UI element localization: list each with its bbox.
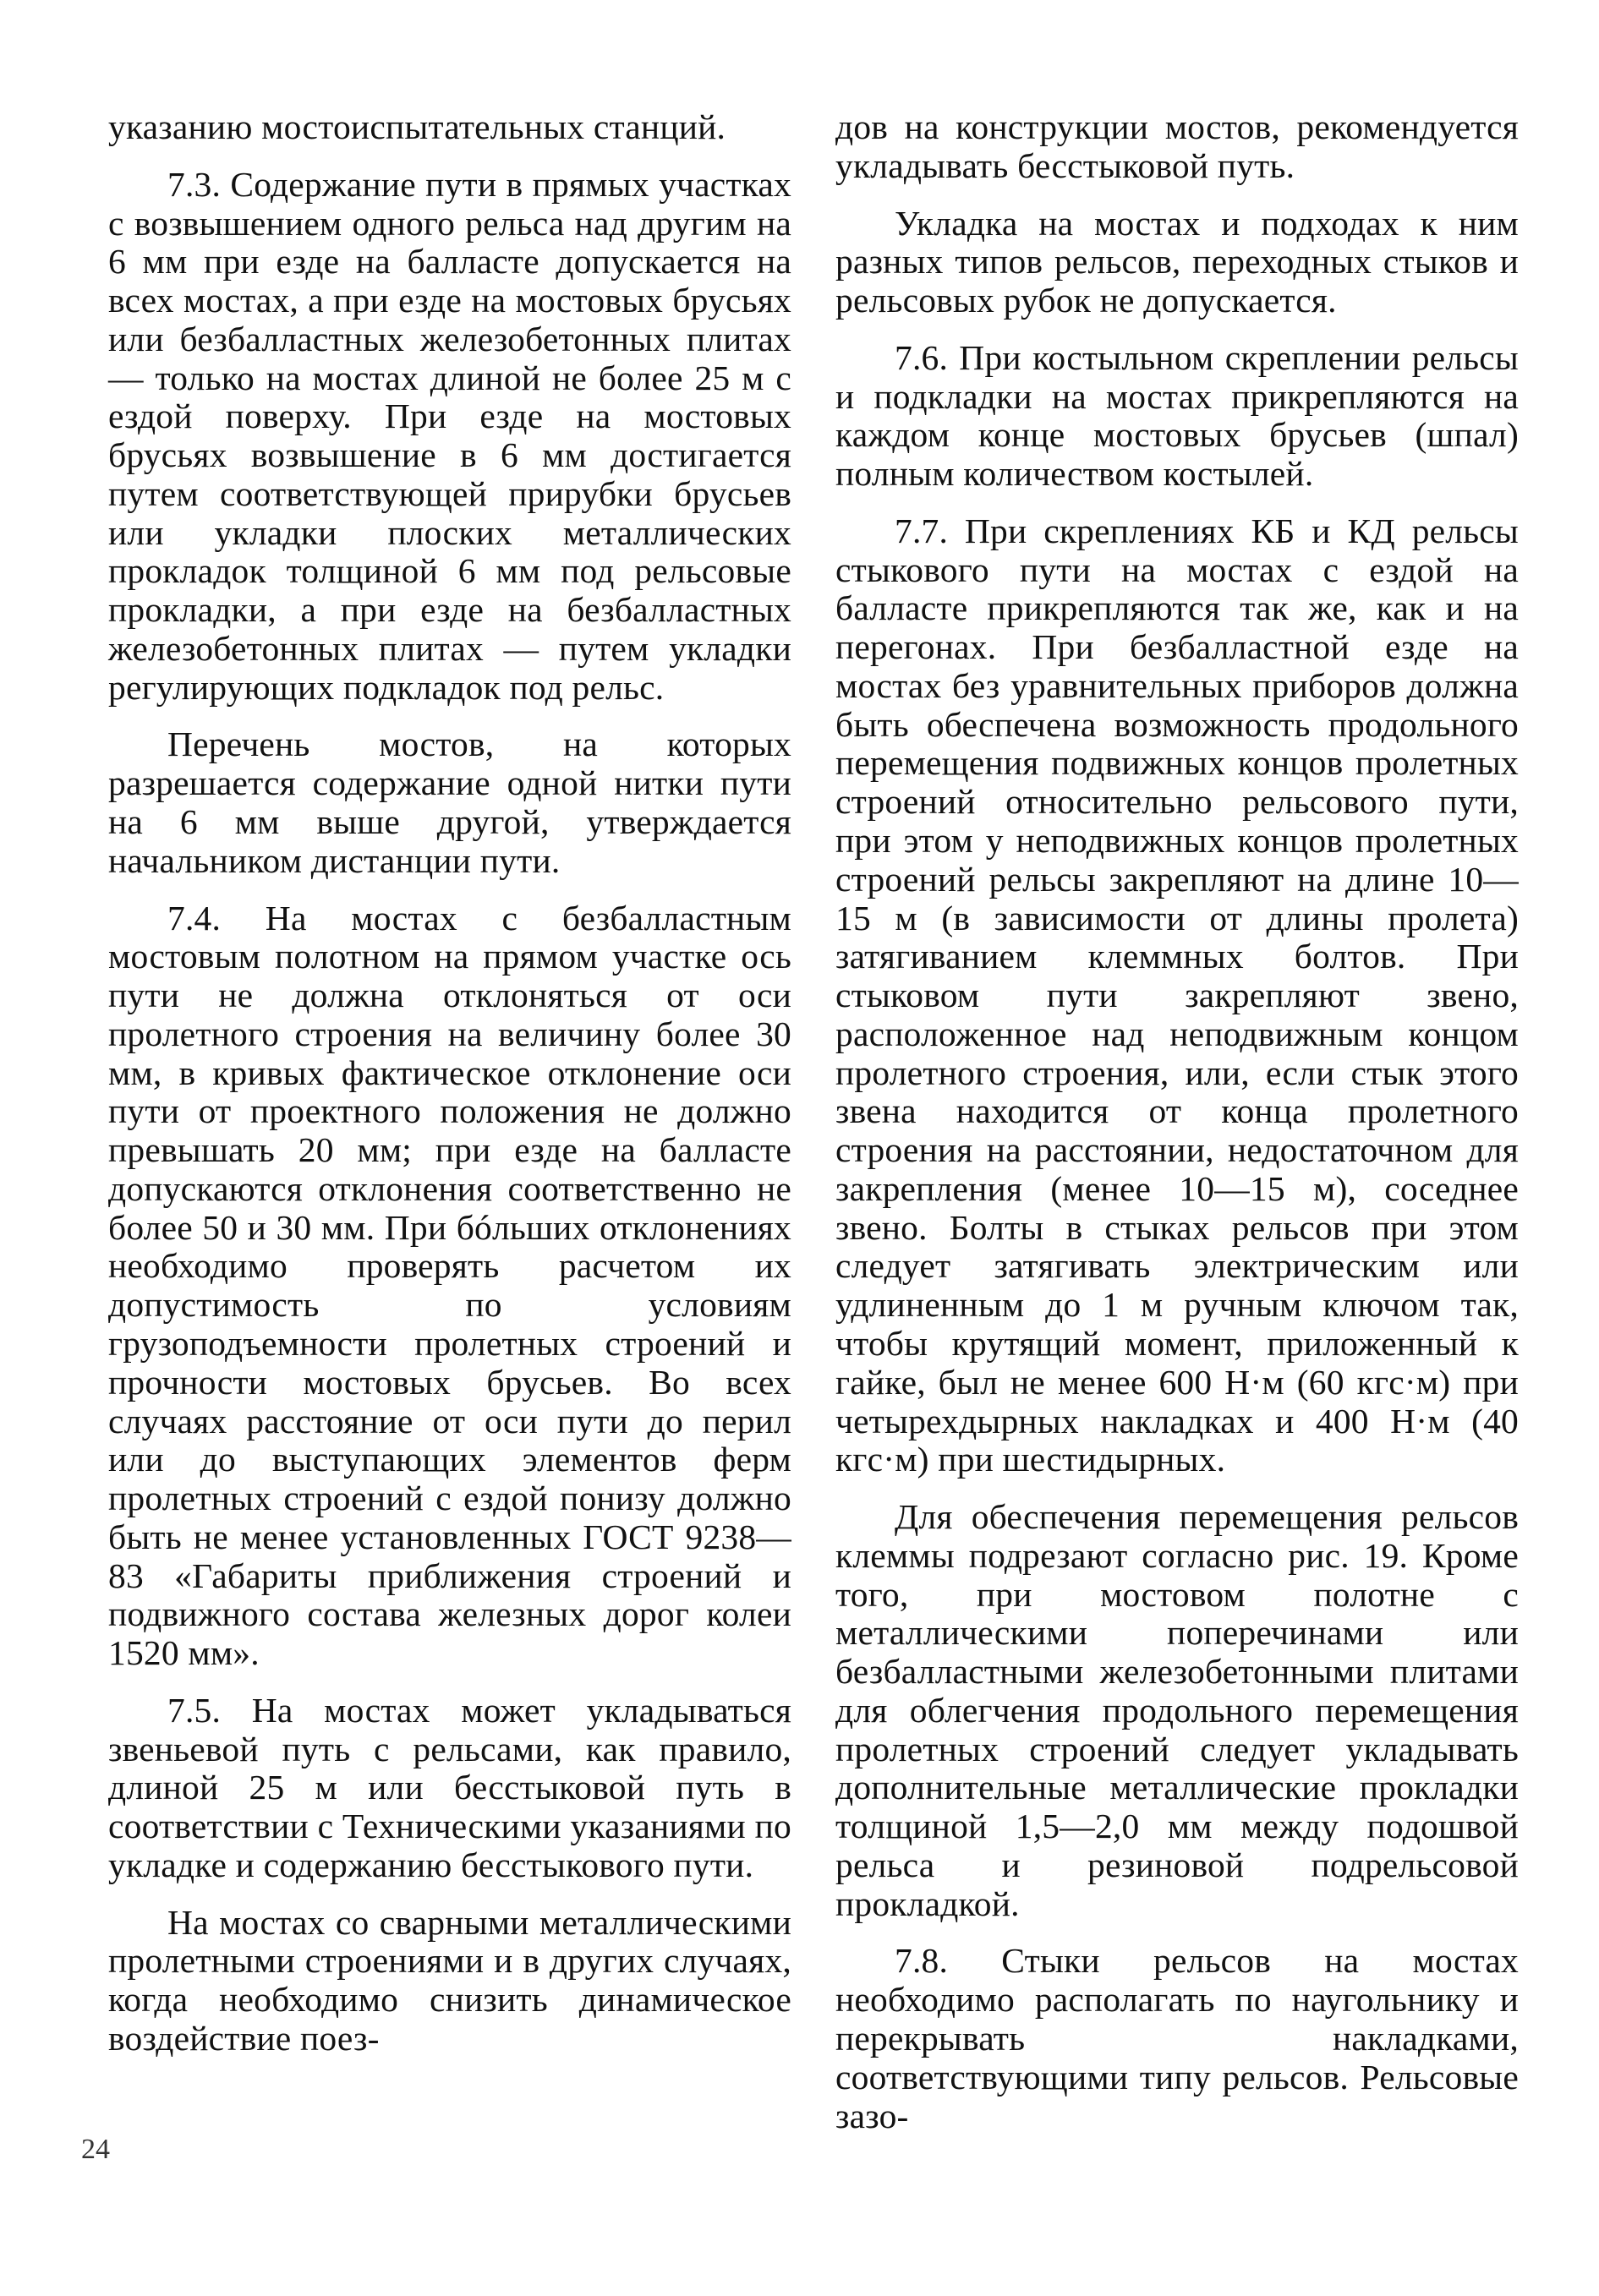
paragraph-7-3: 7.3. Содержание пути в прямых участках с возвышением одного рельса над другим на 6 мм при езде на балласте допускается на всех мостах, а при езде на мостовых брусьях или безбалластных железобетонных плитах — только на мостах длиной не более 25 м с ездой поверху. При езде на мостовых брусьях возвышение в 6 мм достигается путем соответствующей прирубки брусьев или укладки плоских металлических прокладок толщиной 6 мм под рельсовые прокладки, а при езде на безбалластных железобетонных плитах — путем укладки регулирующих подкладок под рельс.: [108, 164, 791, 707]
paragraph-continuation: указанию мостоиспытательных станций.: [108, 107, 726, 146]
paragraph-7-7: 7.7. При скреплениях КБ и КД рельсы стыкового пути на мостах с ездой на балласте прикрепляются так же, как и на перегонах. При безбалластной езде на мостах без уравнительных приборов должна быть обеспечена возможность продольного перемещения подвижных концов пролетных строений относительно рельсового пути, при этом у неподвижных концов пролетных строений рельсы закрепляют на длине 10—15 м (в зависимости от длины пролета) затягиванием клеммных болтов. При стыковом пути закрепляют звено, расположенное над неподвижным концом пролетного строения, или, если стык этого звена находится от конца пролетного строения на расстоянии, недостаточном для закрепления (менее 10—15 м), соседнее звено. Болты в стыках рельсов при этом следует затягивать электрическим или удлиненным до 1 м ручным ключом так, чтобы крутящий момент, приложенный к гайке, был не менее 600 Н·м (60 кгс·м) при четырехдырных накладках и 400 Н·м (40 кгс·м) при шестидырных.: [835, 511, 1519, 1479]
paragraph-7-4: 7.4. На мостах с безбалластным мостовым полотном на прямом участке ось пути не должна отклоняться от оси пролетного строения на величину более 30 мм, в кривых фактическое отклонение оси пути от проектного положения не должно превышать 20 мм; при езде на балласте допускаются отклонения соответственно не более 50 и 30 мм. При бóльших отклонениях необходимо проверять расчетом их допустимость по условиям грузоподъемности пролетных строений и прочности мостовых брусьев. Во всех случаях расстояние от оси пути до перил или до выступающих элементов ферм пролетных строений с ездой понизу должно быть не менее установленных ГОСТ 9238—83 «Габариты приближения строений и подвижного состава железных дорог колеи 1520 мм».: [108, 898, 791, 1673]
paragraph-rail-types: Укладка на мостах и подходах к ним разных типов рельсов, переходных стыков и рельсовых рубок не допускается.: [835, 203, 1519, 320]
paragraph-bridge-list: Перечень мостов, на которых разрешается содержание одной нитки пути на 6 мм выше другой, утверждается начальником дистанции пути.: [108, 724, 791, 880]
paragraph-continuation: дов на конструкции мостов, рекомендуется укладывать бесстыковой путь.: [835, 107, 1519, 185]
paragraph-7-6: 7.6. При костыльном скреплении рельсы и подкладки на мостах прикрепляются на каждом конце мостовых брусьев (шпал) полным количеством костылей.: [835, 337, 1519, 494]
right-column: [835, 108, 1519, 2154]
page-number: 24: [81, 2134, 110, 2165]
left-column: [108, 108, 791, 2077]
paragraph-rail-movement: Для обеспечения перемещения рельсов клеммы подрезают согласно рис. 19. Кроме того, при мостовом полотне с металлическими поперечинами или безбалластными железобетонными плитами для облегчения продольного перемещения пролетных строений следует укладывать дополнительные металлические прокладки толщиной 1,5—2,0 мм между подошвой рельса и резиновой подрельсовой прокладкой.: [835, 1497, 1519, 1923]
paragraph-7-8: 7.8. Стыки рельсов на мостах необходимо располагать по наугольнику и перекрывать накладками, соответствующими типу рельсов. Рельсовые зазо-: [835, 1941, 1519, 2135]
paragraph-welded-spans: На мостах со сварными металлическими пролетными строениями и в других случаях, когда необходимо снизить динамическое воздействие поез-: [108, 1902, 791, 2058]
paragraph-7-5: 7.5. На мостах может укладываться звеньевой путь с рельсами, как правило, длиной 25 м или бесстыковой путь в соответствии с Техническими указаниями по укладке и содержанию бесстыкового пути.: [108, 1690, 791, 1884]
